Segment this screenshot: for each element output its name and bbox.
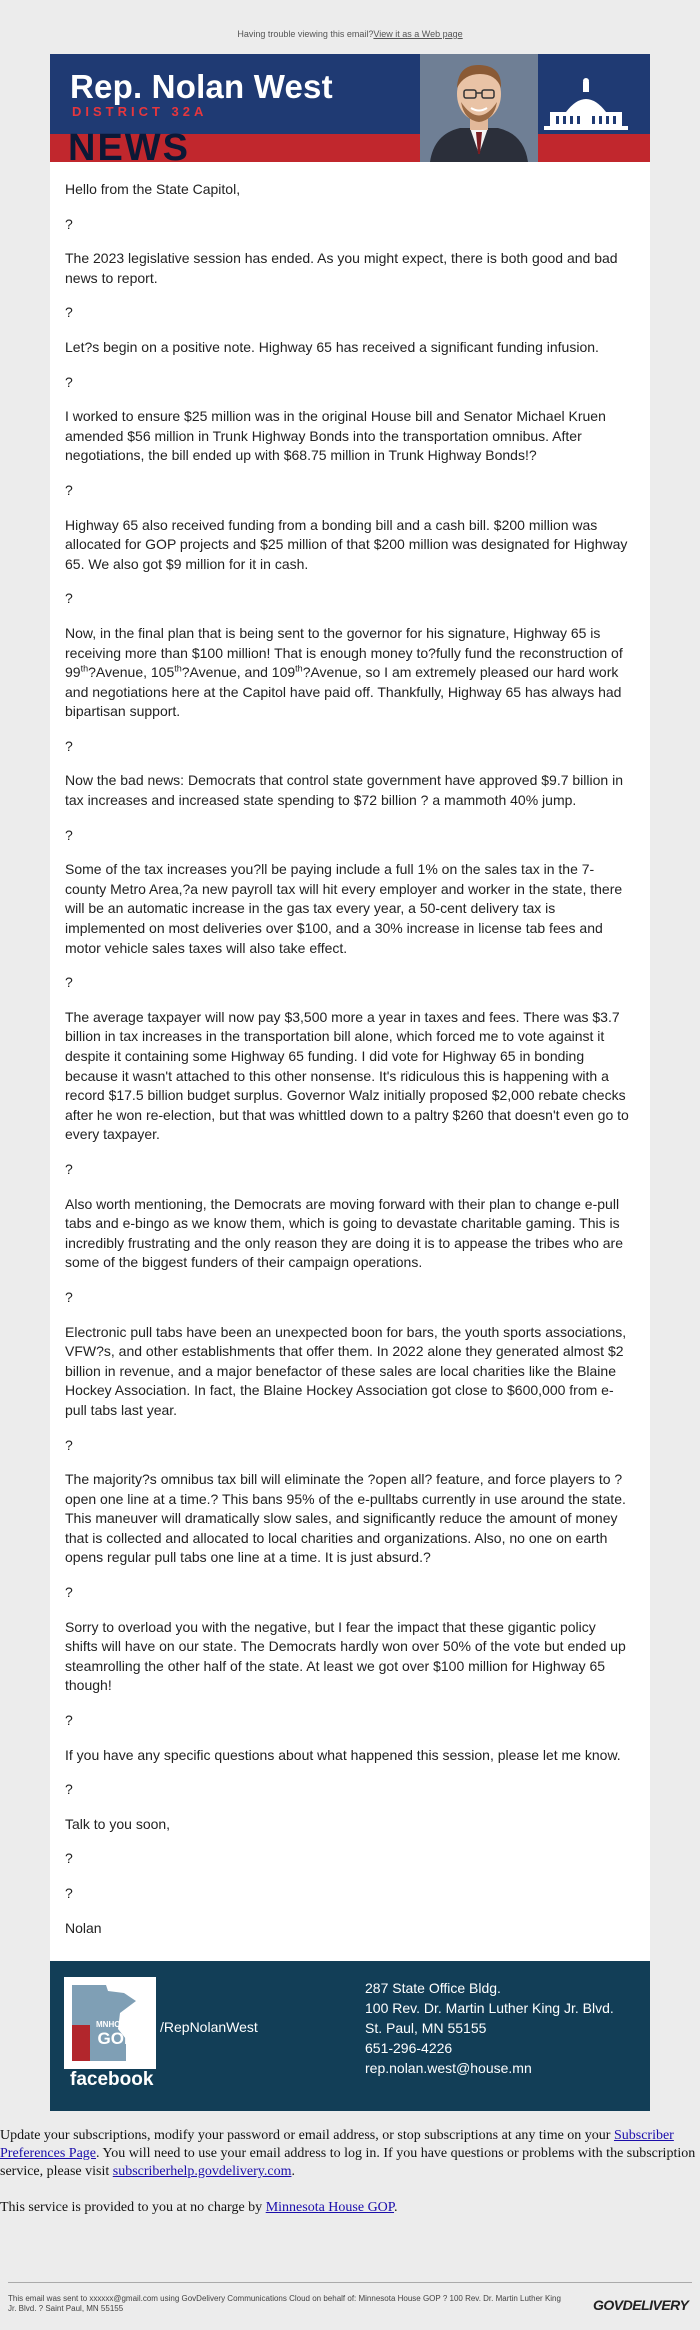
body-paragraph: Nolan [65,1919,102,1936]
subscription-text-2: . You will need to use your email address to log in. If you have questions or problems with the subscription service, please visit [0,2146,696,2179]
blank-line: ? [65,481,73,498]
paragraph-text: ?Avenue, so I am extremely pleased our hard work and negotiations here at the Capitol have paid off. Thankfully, Highway 65 has always had bipartisan support. [65,664,622,720]
ordinal-suffix: th [295,663,303,674]
body-paragraph: The average taxpayer will now pay $3,500 more a year in taxes and fees. There was $3.7 billion in tax increases in the transportation bill alone, which forced me to vote against it despite it containing some Highway 65 funding. I did vote for Highway 65 in bonding because it wasn't attached to this other nonsense. It's ridiculous this is happening with a record $17.5 billion budget surplus. Governor Walz initially proposed $2,000 rebate checks after he won re-election, but that was whittled down to a paltry $260 that doesn't even go to every taxpayer. [65,1008,629,1143]
header-banner [50,54,650,162]
paragraph-text: Now, in the final plan that is being sent to the governor for his signature, Highway 65 is receiving more than $100 million! That is enough money to?fully fund the reconstruction of 99 [65,624,623,681]
preheader [0,29,700,39]
body-paragraph: Electronic pull tabs have been an unexpected boon for bars, the youth sports associations, VFW?s, and other establishments that offer them. In 2022 alone they generated almost $2 billion in revenue, and a major benefactor of these sales are local charities like the Blaine Hockey Association. In fact, the Blaine Hockey Association got close to $600,000 from e-pull tabs last year. [65,1323,627,1418]
body-paragraph: If you have any specific questions about what happened this session, please let me know. [65,1746,621,1763]
body-paragraph [65,624,632,722]
banner-title: Rep. Nolan West [70,68,333,105]
blank-line: ? [65,1781,73,1798]
blank-line: ? [65,304,73,321]
body-paragraph: Sorry to overload you with the negative, but I fear the impact that these gigantic policy shifts will have on our state. The Democrats hardly won over 50% of the vote but ended up steamrolling the other half of the state. At least we got over $100 million for Highway 65 though! [65,1618,626,1694]
body-paragraph: Hello from the State Capitol, [65,181,241,197]
footer-contact-bar [50,1961,650,2111]
body-paragraph: Talk to you soon, [65,1815,171,1832]
logo-line-1: MNHOUSE [96,2020,137,2029]
portrait-image [420,54,538,162]
email-card [50,54,650,1968]
ordinal-suffix: th [174,663,182,674]
body-paragraph: The majority?s omnibus tax bill will eliminate the ?open all? feature, and force players to ?open one line at a time.? This bans 95% of the e-pulltabs currently in use around the state. This maneuver will dramatically slow sales, and significantly reduce the amount of money that is collected and allocated to local charities and organizations. Also, no one on earth opens regular pull tabs one line at a time. It is just absurd.? [65,1471,626,1566]
blank-line: ? [65,215,73,232]
body-paragraph: The 2023 legislative session has ended. As you might expect, there is both good and bad news to report. [65,250,618,286]
footer-divider [8,2282,692,2283]
address-line: St. Paul, MN 55155 [365,2020,487,2036]
preheader-text: Having trouble viewing this email? [237,29,374,39]
blank-line: ? [65,1160,73,1177]
body-paragraph: I worked to ensure $25 million was in the original House bill and Senator Michael Kruen amended $56 million in Trunk Highway Bonds into the transportation omnibus. After negotiations, the bill ended up with $68.75 million in Trunk Highway Bonds!? [65,408,606,464]
blank-line: ? [65,373,73,390]
paragraph-text: ?Avenue, and 109 [181,664,296,681]
legal-footer: This email was sent to xxxxxx@gmail.com using GovDelivery Communications Cloud on behalf of: Minnesota House GOP ? 100 Rev. Dr. Martin Luther King Jr. Blvd. ? Saint Paul, MN 55155 [8,2294,561,2313]
web-page-link[interactable]: View it as a Web page [373,29,463,39]
blank-line: ? [65,1436,73,1453]
message-body [50,180,650,1968]
banner-news: NEWS [68,127,190,162]
service-text: This service is provided to you at no charge by [0,2200,266,2215]
blank-line: ? [65,1885,73,1901]
facebook-handle[interactable]: /RepNolanWest [160,2019,258,2035]
subscription-text-3: . [291,2164,295,2179]
address-line: 287 State Office Bldg. [365,1980,501,1996]
blank-line: ? [65,1584,73,1601]
logo-line-2: GOP [97,2029,136,2048]
paragraph-text: ?Avenue, 105 [88,664,175,681]
body-paragraph: Also worth mentioning, the Democrats are moving forward with their plan to change e-pull tabs and e-bingo as we know them, which is going to devastate charitable gaming. This is incredibly frustrating and the only reason they are doing it is to appease the tribes who are some of the biggest funders of their campaign operations. [65,1195,623,1271]
phone-number: 651-296-4226 [365,2040,453,2056]
body-paragraph: Highway 65 also received funding from a bonding bill and a cash bill. $200 million was allocated for GOP projects and $25 million of that $200 million was designated for Highway 65. We also got $9 million for it in cash. [65,516,628,572]
blank-line: ? [65,826,73,843]
blank-line: ? [65,974,73,991]
subscriber-preferences-link[interactable]: Subscriber Preferences Page [0,2128,674,2161]
email-address[interactable]: rep.nolan.west@house.mn [365,2060,532,2076]
blank-line: ? [65,1850,73,1867]
subscription-text-1: Update your subscriptions, modify your password or email address, or stop subscriptions at any time on your [0,2128,614,2143]
blank-line: ? [65,590,73,607]
subscription-notice [0,2110,700,2217]
ordinal-suffix: th [80,663,89,674]
banner-district: DISTRICT 32A [72,104,208,119]
address-line: 100 Rev. Dr. Martin Luther King Jr. Blvd. [365,2000,614,2016]
mn-house-gop-logo[interactable] [64,1977,156,2069]
blank-line: ? [65,1288,73,1305]
body-paragraph: Some of the tax increases you?ll be paying include a full 1% on the sales tax in the 7-county Metro Area,?a new payroll tax will hit every employer and worker in the state, there will be an automatic increase in the gas tax every year, a 50-cent delivery tax is implemented on most deliveries over $100, and a 30% increase in license tab fees and motor vehicle sales taxes will also take effect. [65,861,623,956]
subscriber-help-link[interactable]: subscriberhelp.govdelivery.com [112,2164,292,2179]
govdelivery-logo[interactable]: GOVDELIVERY [593,2297,689,2313]
body-paragraph: Let?s begin on a positive note. Highway 65 has received a significant funding infusion. [65,338,599,355]
minnesota-house-gop-link[interactable]: Minnesota House GOP [265,2200,395,2215]
facebook-label[interactable]: facebook [70,2069,154,2090]
logo-text [96,2019,137,2048]
blank-line: ? [65,737,73,754]
blank-line: ? [65,1712,73,1729]
capitol-icon [536,76,636,136]
office-address [365,1978,614,2078]
body-paragraph: Now the bad news: Democrats that control state government have approved $9.7 billion in tax increases and increased state spending to $72 billion ? a mammoth 40% jump. [65,772,623,809]
service-text-end: . [394,2200,398,2215]
